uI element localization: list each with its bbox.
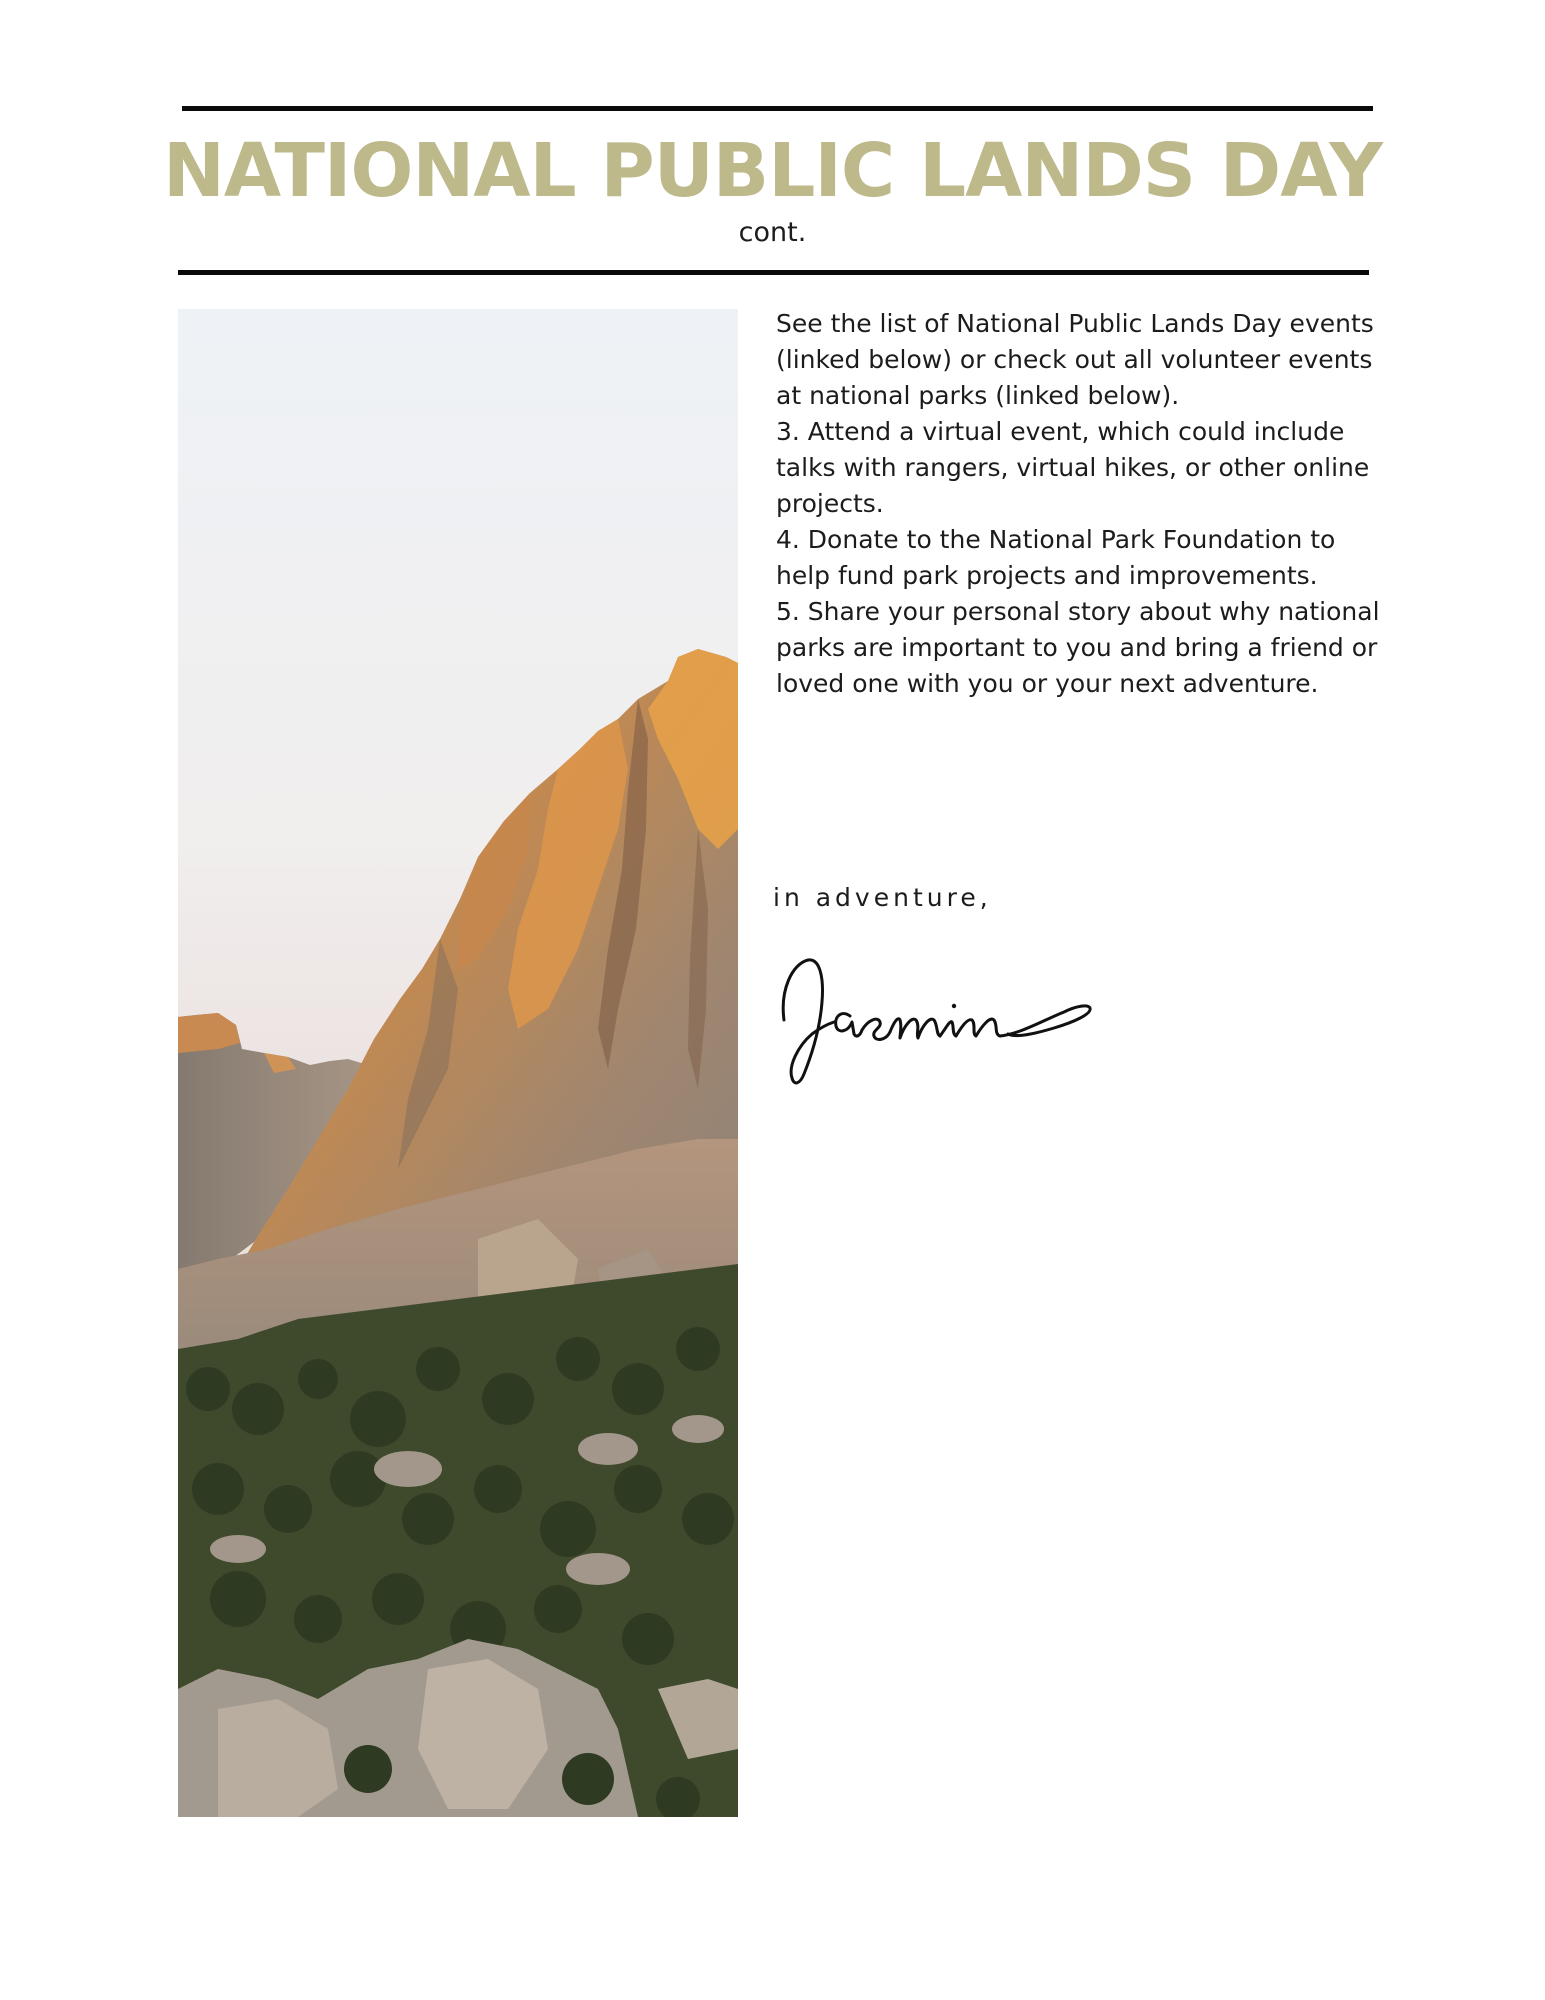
page-title: NATIONAL PUBLIC LANDS DAY: [162, 128, 1383, 214]
body-paragraph: See the list of National Public Lands Day events (linked below) or check out all volunteer events at national parks (linked below).: [776, 309, 1374, 410]
bottom-rule: [178, 270, 1369, 275]
handwritten-signature: [776, 950, 1116, 1090]
body-paragraph: 3. Attend a virtual event, which could include talks with rangers, virtual hikes, or other online projects.: [776, 417, 1370, 518]
body-paragraph: 5. Share your personal story about why national parks are important to you and bring a friend or loved one with you or your next adventure.: [776, 597, 1380, 698]
body-text: [776, 306, 1386, 702]
body-paragraph: 4. Donate to the National Park Foundation to help fund park projects and improvements.: [776, 525, 1336, 590]
page-subtitle: cont.: [738, 217, 807, 248]
rock-formation-photo: [178, 309, 738, 1817]
top-rule: [182, 106, 1373, 111]
signoff-text: in adventure,: [773, 883, 992, 912]
